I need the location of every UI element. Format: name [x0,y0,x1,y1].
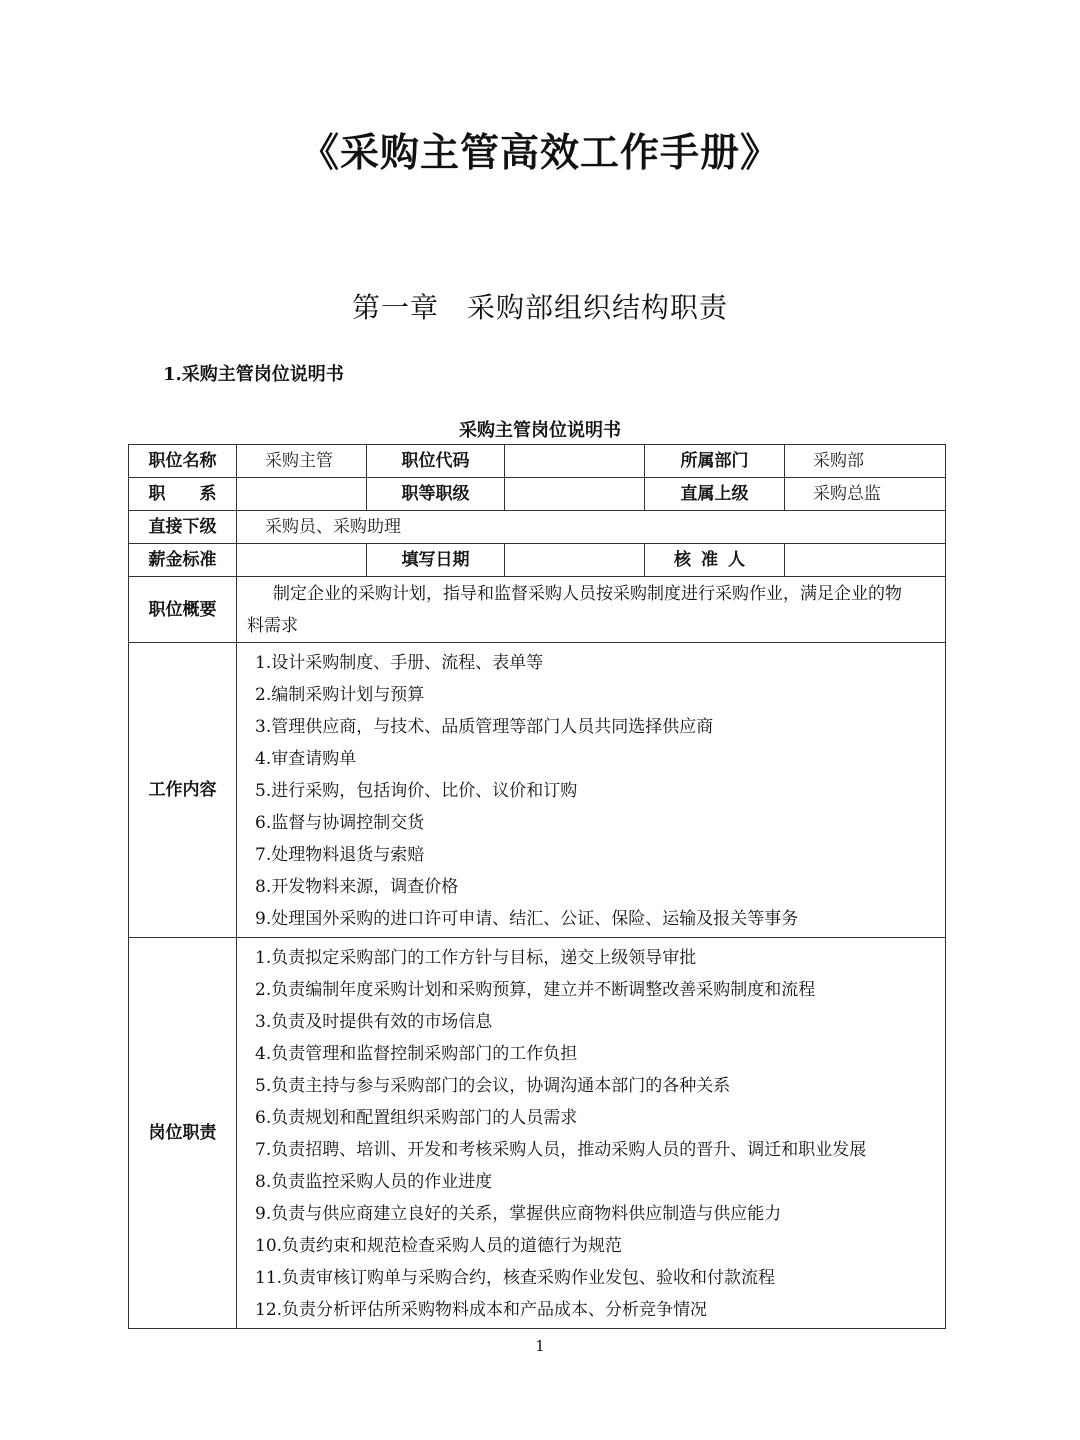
list-item: 4.审查请购单 [255,749,357,769]
value-position-code [505,445,645,478]
chapter-title [0,286,1080,326]
duties-list [247,938,935,1328]
label-work-content: 工作内容 [129,643,237,938]
list-item: 4.负责管理和监督控制采购部门的工作负担 [255,1044,578,1064]
table-row [129,938,946,1329]
list-item: 10.负责约束和规范检查采购人员的道德行为规范 [255,1236,623,1256]
label-direct-supervisor: 直属上级 [645,478,785,511]
list-item: 12.负责分析评估所采购物料成本和产品成本、分析竞争情况 [255,1300,708,1320]
table-caption: 采购主管岗位说明书 [459,420,621,441]
list-item: 2.编制采购计划与预算 [255,685,425,705]
label-fill-date: 填写日期 [367,544,505,577]
summary-line-2: 料需求 [247,615,298,636]
table-row [129,511,946,544]
list-item: 6.负责规划和配置组织采购部门的人员需求 [255,1108,578,1128]
table-row [129,643,946,938]
list-item: 3.负责及时提供有效的市场信息 [255,1012,493,1032]
list-item: 1.负责拟定采购部门的工作方针与目标，递交上级领导审批 [255,948,697,968]
work-content-cell [237,643,946,938]
label-position-name: 职位名称 [129,445,237,478]
label-summary: 职位概要 [129,577,237,643]
list-item: 8.开发物料来源，调查价格 [255,877,459,897]
list-item: 2.负责编制年度采购计划和采购预算，建立并不断调整改善采购制度和流程 [255,980,816,1000]
label-subordinates: 直接下级 [129,511,237,544]
value-subordinates: 采购员、采购助理 [237,511,946,544]
list-item: 7.处理物料退货与索赔 [255,845,425,865]
list-item: 6.监督与协调控制交货 [255,813,425,833]
list-item: 9.负责与供应商建立良好的关系，掌握供应商物料供应制造与供应能力 [255,1204,782,1224]
document-title: 《采购主管高效工作手册》 [299,130,780,176]
value-job-family [237,478,367,511]
value-approver [785,544,946,577]
list-item: 8.负责监控采购人员的作业进度 [255,1172,493,1192]
table-row [129,445,946,478]
label-salary: 薪金标准 [129,544,237,577]
section-heading: 1.采购主管岗位说明书 [163,364,344,385]
value-department: 采购部 [785,445,946,478]
value-grade [505,478,645,511]
label-grade: 职等职级 [367,478,505,511]
work-content-list [247,643,935,937]
list-item: 5.负责主持与参与采购部门的会议，协调沟通本部门的各种关系 [255,1076,731,1096]
chapter-name: 采购部组织结构职责 [467,291,729,324]
page-number: 1 [535,1337,545,1355]
table-row [129,478,946,511]
table-row [129,544,946,577]
chapter-number: 第一章 [351,291,439,324]
label-duties: 岗位职责 [129,938,237,1329]
value-position-name: 采购主管 [237,445,367,478]
duties-cell [237,938,946,1329]
label-approver [645,544,785,577]
approver-label-text: 核准人 [674,550,755,570]
label-department: 所属部门 [645,445,785,478]
list-item: 11.负责审核订购单与采购合约，核查采购作业发包、验收和付款流程 [255,1268,776,1288]
value-fill-date [505,544,645,577]
list-item: 7.负责招聘、培训、开发和考核采购人员，推动采购人员的晋升、调迁和职业发展 [255,1140,867,1160]
list-item: 3.管理供应商，与技术、品质管理等部门人员共同选择供应商 [255,717,714,737]
label-job-family: 职 系 [129,478,237,511]
value-direct-supervisor: 采购总监 [785,478,946,511]
summary-line-1: 制定企业的采购计划，指导和监督采购人员按采购制度进行采购作业，满足企业的物 [273,583,902,604]
list-item: 1.设计采购制度、手册、流程、表单等 [255,653,544,673]
table-row [129,577,946,643]
list-item: 9.处理国外采购的进口许可申请、结汇、公证、保险、运输及报关等事务 [255,909,799,929]
value-salary [237,544,367,577]
job-description-table [128,444,946,1329]
value-summary [237,577,946,643]
list-item: 5.进行采购，包括询价、比价、议价和订购 [255,781,578,801]
label-position-code: 职位代码 [367,445,505,478]
